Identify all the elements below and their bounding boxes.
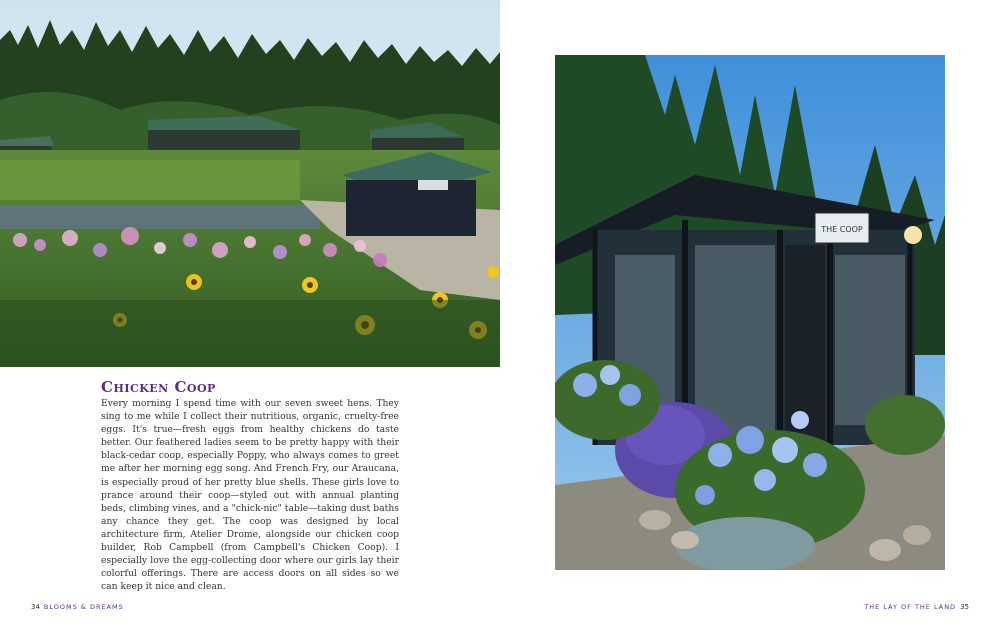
coop-closeup-illustration [555,55,945,570]
page-number-left: 34 [31,603,40,611]
page-number-right: 35 [960,603,969,611]
running-title-right: THE LAY OF THE LAND [864,603,957,611]
running-title-left: BLOOMS & DREAMS [43,603,124,611]
coop-sign-text: THE COOP [821,225,863,234]
garden-coop-illustration [0,0,500,367]
coop-closeup-photo [555,55,945,570]
right-page [500,0,1000,625]
body-paragraph: Every morning I spend time with our seven sweet hens. They sing to me while I collect their nutritious, organic, cruelty-free eggs. It's true—fresh eggs from healthy chickens do taste better. Our feathered ladies seem to be pretty happy with their black-cedar coop, especially Poppy, who always comes to greet me after her morning egg song. And French Fry, our Araucana, is especially proud of her pretty blue shells. These girls love to prance around their coop—styled out with annual planting beds, climbing vines, and a "chick-nic" table—taking dust baths any chance they get. The coop was designed by local architecture firm, Atelier Drome, alongside our chicken coop builder, Rob Campbell (from Campbell's Chicken Coop). I especially love the egg-collecting door where our girls lay their colorful offerings. There are access doors on all sides so we can keep it nice and clean. [101,398,399,593]
right-folio [864,603,973,611]
garden-coop-photo [0,0,500,367]
left-folio [27,603,124,611]
section-heading: Chicken Coop [101,378,216,396]
